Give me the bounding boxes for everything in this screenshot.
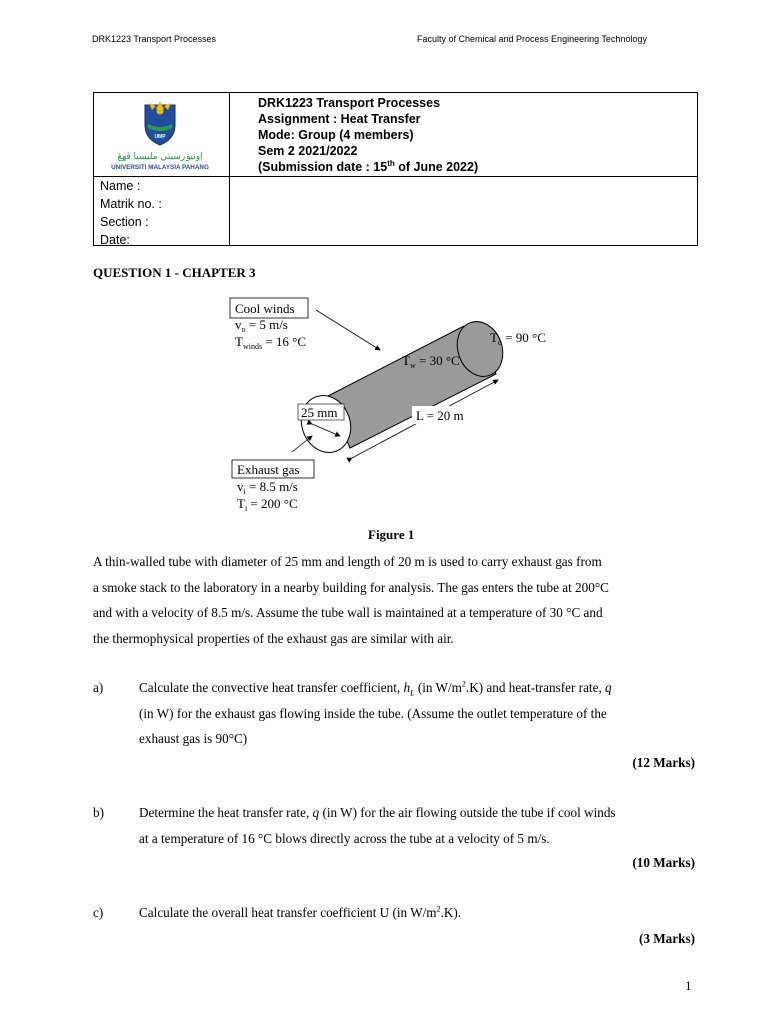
logo-arabic-text: اونيۏرسيتي مليسيا ڤهڠ xyxy=(117,152,203,162)
outlet-temp-label: $T_o = 90$ °C xyxy=(490,330,546,347)
problem-statement xyxy=(93,549,695,651)
course-info xyxy=(258,95,478,175)
question-letter: a) xyxy=(93,680,104,695)
marks-label: (10 Marks) xyxy=(632,855,695,870)
figure-caption: Figure 1 xyxy=(368,527,415,542)
marks-label: (12 Marks) xyxy=(632,755,695,770)
assignment-header-table xyxy=(93,92,698,246)
date-field-label: Date: xyxy=(100,233,130,247)
question-a xyxy=(93,675,695,775)
length-label: L = 20 m xyxy=(416,408,464,423)
twinds-label: $T_{winds} = 16$ °C xyxy=(235,334,307,351)
exhaust-gas-title: Exhaust gas xyxy=(237,462,300,477)
wall-temp-label: $T_w = 30$ °C xyxy=(402,353,460,370)
problem-line: the thermophysical properties of the exhaust gas are similar with air. xyxy=(93,630,454,646)
problem-line: a smoke stack to the laboratory in a nearby building for analysis. The gas enters the tube at 200°C xyxy=(93,579,609,595)
inlet-flow-arrow xyxy=(292,436,312,452)
marks-label: (3 Marks) xyxy=(638,931,695,946)
question-text: Determine the heat transfer rate, q (in W) for the air flowing outside the tube if cool winds at a temperature of 16 °C blows directly across the tube at a velocity of 5 m/s. xyxy=(139,805,616,846)
matrik-field-label: Matrik no. : xyxy=(100,197,162,211)
problem-line: A thin-walled tube with diameter of 25 mm and length of 20 m is used to carry exhaust gas from xyxy=(93,554,602,569)
wind-arrow xyxy=(316,310,380,350)
logo-badge-text: UMP xyxy=(154,134,166,140)
course-title: DRK1223 Transport Processes xyxy=(258,96,441,110)
question-letter: c) xyxy=(93,905,104,920)
running-header-left: DRK1223 Transport Processes xyxy=(92,34,217,44)
university-logo xyxy=(102,97,218,171)
semester-line: Sem 2 2021/2022 xyxy=(258,144,358,158)
running-header-right: Faculty of Chemical and Process Engineering Technology xyxy=(417,34,647,44)
name-field-label: Name : xyxy=(100,179,141,193)
question-letter: b) xyxy=(93,805,104,820)
question-text: Calculate the overall heat transfer coefficient U (in $W/m^2.K$). xyxy=(139,904,462,920)
table-divider-vertical xyxy=(229,93,230,245)
diameter-label: 25 mm xyxy=(301,405,338,420)
problem-line: and with a velocity of 8.5 m/s. Assume the tube wall is maintained at a temperature of 30 °C and xyxy=(93,605,603,620)
section-field-label: Section : xyxy=(100,215,149,229)
cool-winds-title: Cool winds xyxy=(235,301,295,316)
question-c xyxy=(93,900,695,952)
vi-label: $v_i = 8.5$ m/s xyxy=(237,479,298,496)
question-heading: QUESTION 1 - CHAPTER 3 xyxy=(93,265,256,280)
figure-1-tube-diagram xyxy=(228,296,568,516)
logo-university-text: UNIVERSITI MALAYSIA PAHANG xyxy=(111,164,209,171)
table-divider-horizontal xyxy=(94,176,697,177)
vo-label: $v_o = 5$ m/s xyxy=(235,317,288,334)
ti-label: $T_i = 200$ °C xyxy=(237,496,298,513)
mode-line: Mode: Group (4 members) xyxy=(258,128,414,142)
ump-logo-icon xyxy=(102,97,218,171)
assignment-line: Assignment : Heat Transfer xyxy=(258,112,421,126)
question-b xyxy=(93,800,695,876)
page-number: 1 xyxy=(685,978,692,993)
student-fields xyxy=(100,177,162,249)
submission-date-line: (Submission date : 15th of June 2022) xyxy=(258,158,479,174)
question-text: Calculate the convective heat transfer coefficient, $h_L$ (in $W/m^2.K$) and heat-transfer rate, q (in W) for the exhaust gas flowing inside the tube. (Assume the outlet temperature of the exhaust gas is 90°C) xyxy=(139,679,612,746)
